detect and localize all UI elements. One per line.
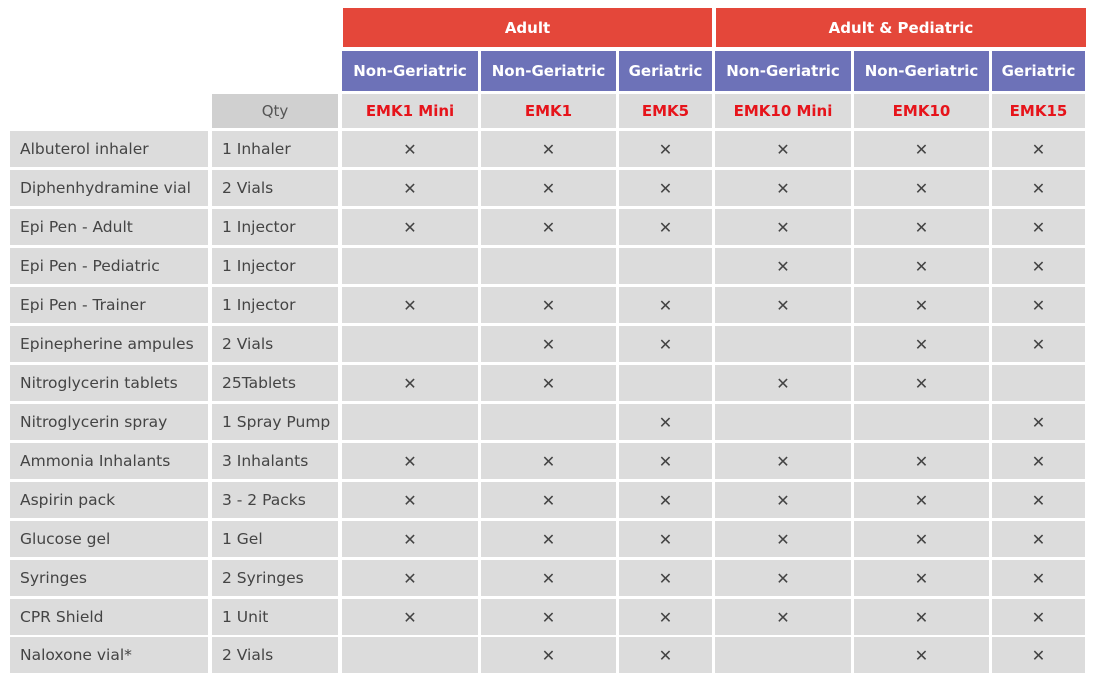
subheader-2: Non-Geriatric [481, 51, 616, 91]
kit-cell [992, 131, 1085, 167]
x-mark-icon: ✕ [914, 217, 929, 237]
kit-cell [342, 131, 478, 167]
x-mark-icon: ✕ [914, 529, 929, 549]
kit-cell [715, 560, 851, 596]
kit-cell [481, 365, 616, 401]
kit-cell [854, 209, 989, 245]
x-mark-icon: ✕ [658, 178, 673, 198]
x-mark-icon: ✕ [541, 295, 556, 315]
kit-cell [854, 482, 989, 518]
kit-cell [992, 365, 1085, 401]
subheader-6: Geriatric [992, 51, 1085, 91]
kit-cell [342, 599, 478, 635]
kit-cell [342, 404, 478, 440]
kit-cell [342, 209, 478, 245]
kit-cell [481, 131, 616, 167]
kit-cell [481, 637, 616, 673]
kit-cell [481, 170, 616, 206]
x-mark-icon: ✕ [1031, 178, 1046, 198]
x-mark-icon: ✕ [403, 451, 417, 471]
x-mark-icon: ✕ [776, 373, 790, 393]
x-mark-icon: ✕ [658, 607, 673, 627]
kit-cell [854, 404, 989, 440]
x-mark-icon: ✕ [1031, 334, 1046, 354]
kit-cell [715, 599, 851, 635]
kit-cell [342, 560, 478, 596]
kit-cell [854, 287, 989, 323]
subheader-3: Geriatric [619, 51, 712, 91]
x-mark-icon: ✕ [776, 256, 790, 276]
kit-cell [992, 404, 1085, 440]
kit-cell [481, 599, 616, 635]
kit-cell [342, 287, 478, 323]
kit-cell [481, 443, 616, 479]
x-mark-icon: ✕ [914, 645, 929, 665]
x-mark-icon: ✕ [1031, 451, 1046, 471]
x-mark-icon: ✕ [776, 217, 790, 237]
subheader-4: Non-Geriatric [715, 51, 851, 91]
x-mark-icon: ✕ [541, 645, 556, 665]
item-qty: 1 Gel [212, 521, 338, 557]
kit-cell [992, 521, 1085, 557]
item-qty: 2 Syringes [212, 560, 338, 596]
x-mark-icon: ✕ [914, 139, 929, 159]
x-mark-icon: ✕ [541, 568, 556, 588]
x-mark-icon: ✕ [776, 607, 790, 627]
x-mark-icon: ✕ [1031, 139, 1046, 159]
kit-cell [992, 248, 1085, 284]
group-header-adult-pediatric: Adult & Pediatric [716, 8, 1086, 47]
x-mark-icon: ✕ [914, 373, 929, 393]
kit-cell [481, 326, 616, 362]
x-mark-icon: ✕ [1031, 568, 1046, 588]
kit-cell [481, 560, 616, 596]
kit-label-2: EMK1 [481, 94, 616, 128]
x-mark-icon: ✕ [541, 373, 556, 393]
x-mark-icon: ✕ [1031, 217, 1046, 237]
kit-label-3: EMK5 [619, 94, 712, 128]
kit-label-4: EMK10 Mini [715, 94, 851, 128]
x-mark-icon: ✕ [776, 490, 790, 510]
item-name: Syringes [10, 560, 208, 596]
x-mark-icon: ✕ [914, 178, 929, 198]
x-mark-icon: ✕ [914, 256, 929, 276]
kit-cell [715, 287, 851, 323]
kit-cell [619, 326, 712, 362]
kit-cell [854, 326, 989, 362]
kit-cell [992, 170, 1085, 206]
kit-cell [619, 599, 712, 635]
kit-cell [715, 326, 851, 362]
x-mark-icon: ✕ [914, 607, 929, 627]
x-mark-icon: ✕ [776, 178, 790, 198]
x-mark-icon: ✕ [403, 217, 417, 237]
kit-cell [715, 482, 851, 518]
item-qty: 3 - 2 Packs [212, 482, 338, 518]
x-mark-icon: ✕ [914, 490, 929, 510]
item-qty: 2 Vials [212, 326, 338, 362]
x-mark-icon: ✕ [658, 334, 673, 354]
x-mark-icon: ✕ [914, 295, 929, 315]
kit-cell [854, 443, 989, 479]
item-name: Epi Pen - Trainer [10, 287, 208, 323]
kit-cell [342, 637, 478, 673]
x-mark-icon: ✕ [658, 451, 673, 471]
qty-header: Qty [212, 94, 338, 128]
kit-cell [715, 131, 851, 167]
item-qty: 1 Unit [212, 599, 338, 635]
item-name: CPR Shield [10, 599, 208, 635]
kit-cell [854, 560, 989, 596]
kit-cell [715, 170, 851, 206]
kit-cell [342, 326, 478, 362]
kit-cell [481, 209, 616, 245]
x-mark-icon: ✕ [403, 568, 417, 588]
kit-cell [342, 521, 478, 557]
x-mark-icon: ✕ [914, 334, 929, 354]
kit-cell [715, 365, 851, 401]
item-name: Albuterol inhaler [10, 131, 208, 167]
kit-cell [619, 560, 712, 596]
kit-cell [619, 404, 712, 440]
item-name: Aspirin pack [10, 482, 208, 518]
x-mark-icon: ✕ [776, 139, 790, 159]
kit-cell [619, 521, 712, 557]
kit-cell [342, 248, 478, 284]
x-mark-icon: ✕ [1031, 645, 1046, 665]
x-mark-icon: ✕ [1031, 412, 1046, 432]
item-name: Ammonia Inhalants [10, 443, 208, 479]
kit-cell [619, 287, 712, 323]
x-mark-icon: ✕ [658, 490, 673, 510]
x-mark-icon: ✕ [541, 334, 556, 354]
x-mark-icon: ✕ [541, 178, 556, 198]
kit-cell [715, 637, 851, 673]
item-name: Nitroglycerin tablets [10, 365, 208, 401]
kit-cell [715, 443, 851, 479]
kit-cell [619, 482, 712, 518]
kit-cell [619, 131, 712, 167]
item-name: Epi Pen - Adult [10, 209, 208, 245]
item-qty: 2 Vials [212, 170, 338, 206]
item-name: Epi Pen - Pediatric [10, 248, 208, 284]
group-header-adult: Adult [343, 8, 712, 47]
kit-cell [715, 404, 851, 440]
x-mark-icon: ✕ [658, 568, 673, 588]
kit-label-5: EMK10 [854, 94, 989, 128]
item-name: Epinepherine ampules [10, 326, 208, 362]
item-qty: 25Tablets [212, 365, 338, 401]
x-mark-icon: ✕ [403, 607, 417, 627]
x-mark-icon: ✕ [541, 490, 556, 510]
x-mark-icon: ✕ [541, 139, 556, 159]
x-mark-icon: ✕ [776, 451, 790, 471]
x-mark-icon: ✕ [1031, 256, 1046, 276]
kit-cell [481, 287, 616, 323]
item-name: Naloxone vial* [10, 637, 208, 673]
item-qty: 1 Injector [212, 287, 338, 323]
item-name: Glucose gel [10, 521, 208, 557]
x-mark-icon: ✕ [658, 217, 673, 237]
kit-cell [854, 599, 989, 635]
x-mark-icon: ✕ [658, 295, 673, 315]
item-name: Diphenhydramine vial [10, 170, 208, 206]
kit-cell [854, 365, 989, 401]
subheader-5: Non-Geriatric [854, 51, 989, 91]
x-mark-icon: ✕ [541, 529, 556, 549]
kit-cell [854, 248, 989, 284]
kit-cell [992, 482, 1085, 518]
kit-cell [619, 248, 712, 284]
kit-cell [342, 443, 478, 479]
kit-cell [854, 131, 989, 167]
kit-cell [854, 521, 989, 557]
item-qty: 1 Spray Pump [212, 404, 338, 440]
kit-label-6: EMK15 [992, 94, 1085, 128]
kit-cell [481, 521, 616, 557]
kit-cell [481, 248, 616, 284]
kit-cell [854, 637, 989, 673]
kit-cell [992, 287, 1085, 323]
x-mark-icon: ✕ [541, 451, 556, 471]
item-qty: 3 Inhalants [212, 443, 338, 479]
kit-cell [992, 326, 1085, 362]
x-mark-icon: ✕ [776, 295, 790, 315]
kit-cell [854, 170, 989, 206]
kit-cell [992, 443, 1085, 479]
x-mark-icon: ✕ [914, 451, 929, 471]
x-mark-icon: ✕ [403, 529, 417, 549]
subheader-1: Non-Geriatric [342, 51, 478, 91]
item-qty: 1 Injector [212, 209, 338, 245]
x-mark-icon: ✕ [403, 139, 417, 159]
x-mark-icon: ✕ [776, 568, 790, 588]
x-mark-icon: ✕ [1031, 490, 1046, 510]
kit-cell [481, 404, 616, 440]
x-mark-icon: ✕ [658, 529, 673, 549]
kit-cell [715, 209, 851, 245]
kit-cell [342, 170, 478, 206]
kit-cell [342, 365, 478, 401]
kit-cell [619, 443, 712, 479]
x-mark-icon: ✕ [1031, 529, 1046, 549]
x-mark-icon: ✕ [403, 178, 417, 198]
x-mark-icon: ✕ [403, 373, 417, 393]
kit-cell [619, 170, 712, 206]
kit-cell [619, 637, 712, 673]
kit-cell [992, 209, 1085, 245]
kit-cell [715, 521, 851, 557]
kit-cell [342, 482, 478, 518]
x-mark-icon: ✕ [403, 295, 417, 315]
kit-cell [992, 599, 1085, 635]
item-qty: 1 Inhaler [212, 131, 338, 167]
x-mark-icon: ✕ [658, 139, 673, 159]
kit-cell [715, 248, 851, 284]
kit-cell [619, 209, 712, 245]
x-mark-icon: ✕ [914, 568, 929, 588]
x-mark-icon: ✕ [776, 529, 790, 549]
item-qty: 1 Injector [212, 248, 338, 284]
x-mark-icon: ✕ [658, 645, 673, 665]
kit-cell [481, 482, 616, 518]
x-mark-icon: ✕ [403, 490, 417, 510]
x-mark-icon: ✕ [541, 607, 556, 627]
x-mark-icon: ✕ [1031, 295, 1046, 315]
x-mark-icon: ✕ [1031, 607, 1046, 627]
kit-label-1: EMK1 Mini [342, 94, 478, 128]
kit-cell [992, 560, 1085, 596]
item-name: Nitroglycerin spray [10, 404, 208, 440]
x-mark-icon: ✕ [658, 412, 673, 432]
item-qty: 2 Vials [212, 637, 338, 673]
x-mark-icon: ✕ [541, 217, 556, 237]
kit-cell [992, 637, 1085, 673]
kit-cell [619, 365, 712, 401]
